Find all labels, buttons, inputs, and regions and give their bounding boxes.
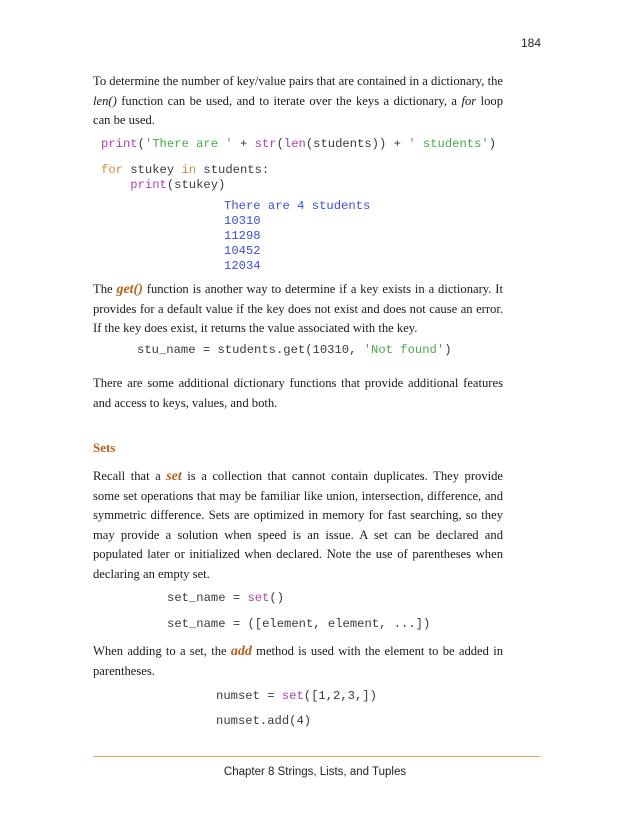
in-keyword: in <box>181 163 197 177</box>
text: loop can be used. <box>93 93 503 127</box>
get-paragraph <box>93 280 503 339</box>
output-block <box>224 199 370 274</box>
footer-rule <box>93 756 540 757</box>
code-token: ([1,2,3,]) <box>303 689 377 703</box>
text: To determine the number of key/value pairs that are contained in a dictionary, the <box>93 74 503 88</box>
get-term: get() <box>116 282 143 297</box>
add-paragraph <box>93 642 503 681</box>
set-term: set <box>166 469 182 484</box>
output-line: 10310 <box>224 214 261 228</box>
text: function is another way to determine if a key exists in a dictionary. It provides for a default value if the key does not exist and does not cause an error. If the key does exist, it returns the value associated with the key. <box>93 282 503 335</box>
footer-chapter-title: Chapter 8 Strings, Lists, and Tuples <box>223 766 407 778</box>
code-token: ) <box>444 343 452 357</box>
str-function: str <box>254 137 277 151</box>
code-print-count <box>101 137 496 152</box>
code-indent <box>101 178 130 192</box>
code-token: stu_name = students.get(10310, <box>137 343 364 357</box>
text: Recall that a <box>93 469 167 483</box>
code-token: students: <box>196 163 270 177</box>
string-literal: 'Not found' <box>363 343 445 357</box>
code-token: (students)) + <box>305 137 409 151</box>
code-token: ( <box>137 137 145 151</box>
code-token: stukey <box>122 163 182 177</box>
set-function: set <box>281 689 304 703</box>
print-keyword: print <box>101 137 138 151</box>
page-number: 184 <box>521 36 542 50</box>
string-literal: ' students' <box>408 137 489 151</box>
text: function can be used, and to iterate over the keys a dictionary, a <box>116 93 462 108</box>
string-literal: 'There are ' <box>144 137 233 151</box>
output-line: There are 4 students <box>224 199 371 213</box>
text: When adding to a set, the <box>93 644 231 658</box>
code-set-add <box>216 684 377 734</box>
code-for-loop <box>101 163 269 193</box>
text: The <box>93 282 117 296</box>
code-set-declare <box>167 585 430 637</box>
code-token: (stukey) <box>166 178 226 192</box>
for-keyword: for <box>101 163 123 177</box>
code-token: set_name = <box>167 591 248 605</box>
additional-functions-paragraph: There are some additional dictionary functions that provide additional features and access to keys, values, and both. <box>93 376 503 410</box>
code-get-example <box>137 343 452 358</box>
intro-paragraph <box>93 72 503 131</box>
code-token: + <box>232 137 255 151</box>
output-line: 10452 <box>224 244 261 258</box>
code-token: set_name = ([element, element, ...]) <box>167 617 431 631</box>
add-term: add <box>230 644 252 659</box>
code-token: numset = <box>216 689 282 703</box>
set-function: set <box>247 591 270 605</box>
code-token: numset.add(4) <box>216 714 312 728</box>
code-token: ) <box>488 137 497 151</box>
sets-heading: Sets <box>93 440 116 455</box>
len-term: len() <box>93 93 117 108</box>
sets-paragraph <box>93 467 503 584</box>
text: method is used with the element to be added in parentheses. <box>93 644 503 678</box>
code-token: ( <box>276 137 284 151</box>
code-token: () <box>269 591 285 605</box>
for-term: for <box>461 93 477 108</box>
len-function: len <box>283 137 306 151</box>
output-line: 12034 <box>224 259 261 273</box>
output-line: 11298 <box>224 229 261 243</box>
text: is a collection that cannot contain duplicates. They provide some set operations that may be familiar like union, intersection, difference, and symmetric difference. Sets are optimized in memory for fast searching, so they may provide a solution when speed is an issue. A set can be declared and populated later or initialized when declared. Note the use of parentheses when declaring an empty set. <box>93 469 503 581</box>
print-keyword: print <box>130 178 167 192</box>
